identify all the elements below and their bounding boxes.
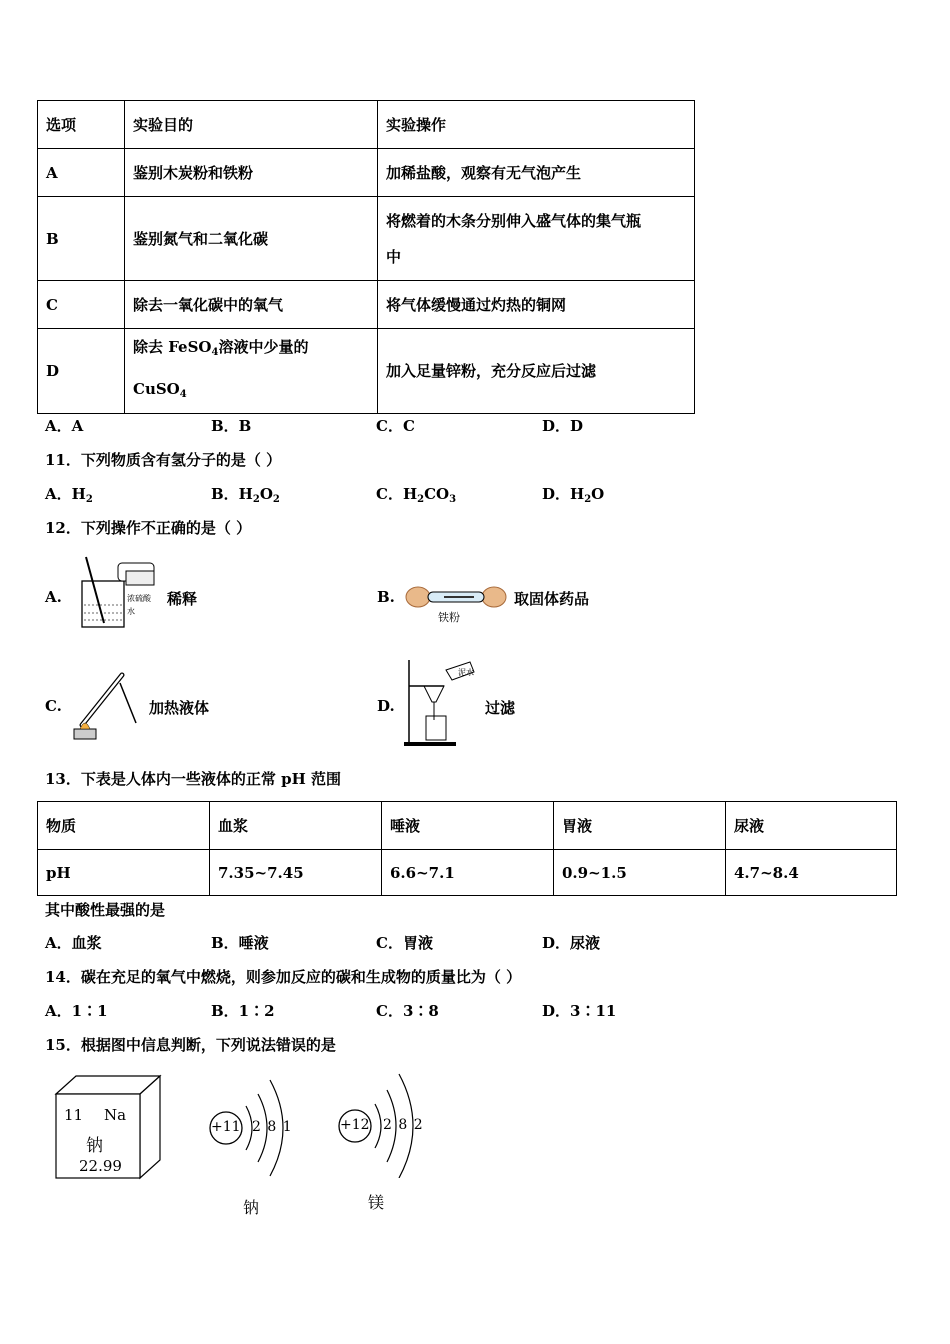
q12-d-letter[interactable]: D. xyxy=(377,697,395,715)
choice-b[interactable]: B．1∶2 xyxy=(211,1002,275,1020)
choice-text: B．H xyxy=(211,485,253,503)
ph-header: 胃液 xyxy=(554,802,726,850)
choice-text: A．H xyxy=(45,485,86,503)
table-row xyxy=(38,850,897,896)
choice-d[interactable] xyxy=(542,483,604,511)
q12-d-caption: 过滤 xyxy=(485,699,516,717)
q10-row-b-op-line1: 将燃着的木条分别伸入盛气体的集气瓶 xyxy=(386,211,642,230)
q12-a-letter[interactable]: A. xyxy=(45,588,62,606)
table-row xyxy=(38,197,695,281)
choice-b[interactable] xyxy=(211,483,280,511)
q10-row-b-operation xyxy=(378,197,695,281)
ph-cell: 0.9~1.5 xyxy=(554,850,726,896)
magnesium-nucleus: +12 xyxy=(340,1117,370,1133)
ph-header: 唾液 xyxy=(382,802,554,850)
subscript: 2 xyxy=(85,494,93,505)
choice-d[interactable]: D．D xyxy=(542,417,584,435)
q12-a-caption: 稀释 xyxy=(167,590,198,608)
subscript: 2 xyxy=(272,494,280,505)
ph-cell: pH xyxy=(38,850,210,896)
fig-label: 水 xyxy=(127,607,135,616)
choice-text: O xyxy=(591,485,605,503)
element-mass: 22.99 xyxy=(79,1157,122,1175)
choice-c[interactable]: C．3∶8 xyxy=(376,1002,439,1020)
sodium-shells: 2 8 1 xyxy=(252,1119,293,1135)
choice-a[interactable]: A．1∶1 xyxy=(45,1002,108,1020)
subscript: 4 xyxy=(211,347,219,358)
q12-b-letter[interactable]: B. xyxy=(377,588,395,606)
table-row xyxy=(38,329,695,414)
element-name: 钠 xyxy=(86,1136,103,1156)
q10-header-option: 选项 xyxy=(38,101,125,149)
choice-c[interactable]: C．C xyxy=(376,417,415,435)
subscript: 4 xyxy=(179,389,187,400)
magnesium-shells: 2 8 2 xyxy=(383,1117,424,1133)
q13-follow: 其中酸性最强的是 xyxy=(45,901,166,919)
q12-c-caption: 加热液体 xyxy=(149,699,210,717)
table-row xyxy=(38,281,695,329)
q10-row-b-op-line2: 中 xyxy=(386,247,402,266)
subscript: 2 xyxy=(252,494,260,505)
fig-label: 泥水 xyxy=(458,668,474,677)
q10-row-c-operation: 将气体缓慢通过灼热的铜网 xyxy=(378,281,695,329)
choice-b[interactable]: B．B xyxy=(211,417,252,435)
sodium-label: 钠 xyxy=(243,1198,260,1217)
table-row xyxy=(38,802,897,850)
q10-row-d-purpose xyxy=(125,329,378,414)
q10-d-text: 溶液中少量的 xyxy=(218,338,309,356)
q10-row-d-operation: 加入足量锌粉，充分反应后过滤 xyxy=(378,329,695,414)
ph-table xyxy=(37,801,897,896)
q10-row-a-operation: 加稀盐酸，观察有无气泡产生 xyxy=(378,149,695,197)
choice-c[interactable]: C．胃液 xyxy=(376,934,433,952)
fig-label: 浓硫酸 xyxy=(127,594,151,603)
q10-row-b-option: B xyxy=(38,197,125,281)
sodium-nucleus: +11 xyxy=(211,1119,241,1135)
choice-d[interactable]: D．尿液 xyxy=(542,934,601,952)
magnesium-label: 镁 xyxy=(368,1193,385,1212)
q10-row-c-option: C xyxy=(38,281,125,329)
element-number: 11 xyxy=(64,1106,84,1124)
q14-stem: 14．碳在充足的氧气中燃烧，则参加反应的碳和生成物的质量比为（ ） xyxy=(45,968,522,986)
subscript: 3 xyxy=(449,494,457,505)
table-row xyxy=(38,149,695,197)
q15-stem: 15．根据图中信息判断，下列说法错误的是 xyxy=(45,1036,336,1054)
subscript: 2 xyxy=(584,494,592,505)
choice-a[interactable]: A．A xyxy=(45,417,84,435)
q12-stem: 12．下列操作不正确的是（ ） xyxy=(45,519,252,537)
ph-header: 血浆 xyxy=(210,802,382,850)
ph-cell: 6.6~7.1 xyxy=(382,850,554,896)
q10-row-b-purpose: 鉴别氮气和二氧化碳 xyxy=(125,197,378,281)
ph-header: 尿液 xyxy=(726,802,897,850)
q10-row-a-option: A xyxy=(38,149,125,197)
q10-d-text: 除去 FeSO xyxy=(133,338,212,356)
choice-d[interactable]: D．3∶11 xyxy=(542,1002,617,1020)
q11-stem: 11．下列物质含有氢分子的是（ ） xyxy=(45,451,282,469)
choice-text: CO xyxy=(424,485,450,503)
ph-header: 物质 xyxy=(38,802,210,850)
q10-header-operation: 实验操作 xyxy=(378,101,695,149)
q10-table xyxy=(37,100,695,414)
subscript: 2 xyxy=(417,494,425,505)
choice-a[interactable]: A．血浆 xyxy=(45,934,102,952)
q10-header-purpose: 实验目的 xyxy=(125,101,378,149)
heating-figure xyxy=(70,665,145,745)
choice-text: D．H xyxy=(542,485,585,503)
ph-cell: 7.35~7.45 xyxy=(210,850,382,896)
q10-row-a-purpose: 鉴别木炭粉和铁粉 xyxy=(125,149,378,197)
choice-a[interactable] xyxy=(45,483,93,511)
q10-row-c-purpose: 除去一氧化碳中的氧气 xyxy=(125,281,378,329)
q12-b-caption: 取固体药品 xyxy=(514,590,590,608)
q10-d-text: CuSO xyxy=(133,380,180,398)
choice-text: O xyxy=(259,485,273,503)
q12-c-letter[interactable]: C. xyxy=(45,697,62,715)
choice-c[interactable] xyxy=(376,483,456,511)
element-symbol: Na xyxy=(104,1106,127,1124)
fig-label: 铁粉 xyxy=(438,611,460,624)
choice-b[interactable]: B．唾液 xyxy=(211,934,269,952)
choice-text: C．H xyxy=(376,485,418,503)
q13-stem: 13．下表是人体内一些液体的正常 pH 范围 xyxy=(45,770,341,788)
q10-row-d-option: D xyxy=(38,329,125,414)
ph-cell: 4.7~8.4 xyxy=(726,850,897,896)
